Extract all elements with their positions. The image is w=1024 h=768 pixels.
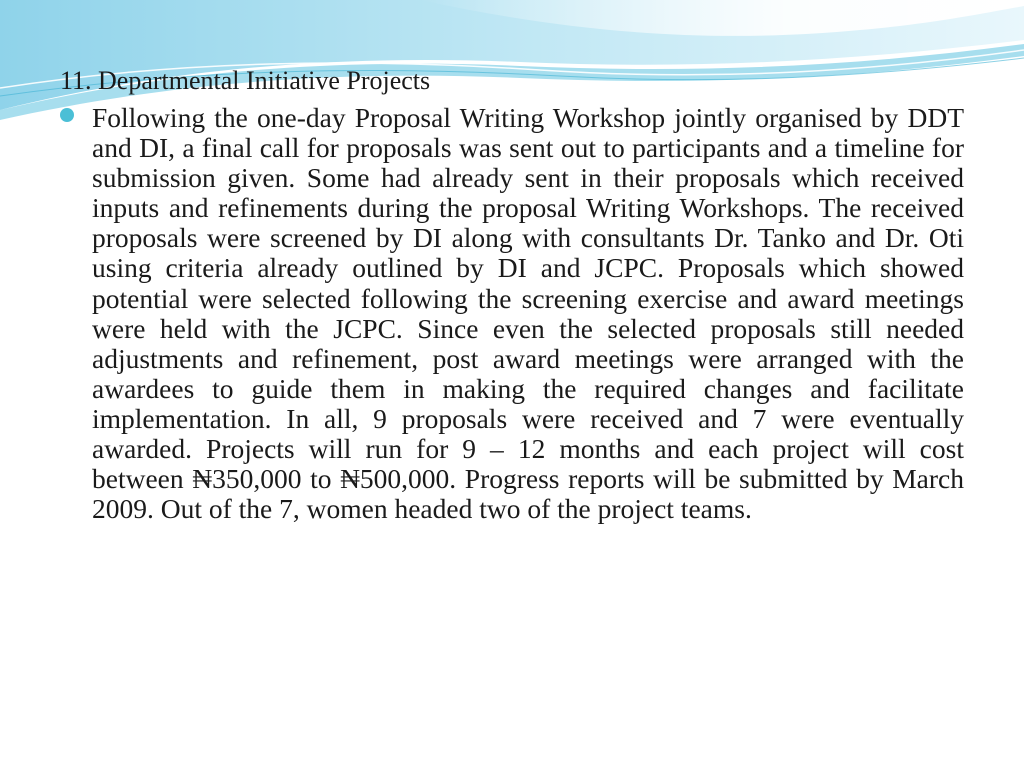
section-heading: 11. Departmental Initiative Projects bbox=[60, 66, 431, 95]
bullet-paragraph: Following the one-day Proposal Writing Workshop jointly organised by DDT and DI, a final call for proposals was sent out to participants and a timeline for submission given. Some had already sent in their proposals which received inputs and refinements during the proposal Writing Workshops. The received proposals were screened by DI along with consultants Dr. Tanko and Dr. Oti using criteria already outlined by DI and JCPC. Proposals which showed potential were selected following the screening exercise and award meetings were held with the JCPC. Since even the selected proposals still needed adjustments and refinement, post award meetings were arranged with the awardees to guide them in making the required changes and facilitate implementation. In all, 9 proposals were received and 7 were eventually awarded. Projects will run for 9 – 12 months and each project will cost between ₦350,000 to ₦500,000. Progress reports will be submitted by March 2009. Out of the 7, women headed two of the project teams. bbox=[92, 102, 964, 525]
bullet-icon bbox=[60, 108, 74, 122]
